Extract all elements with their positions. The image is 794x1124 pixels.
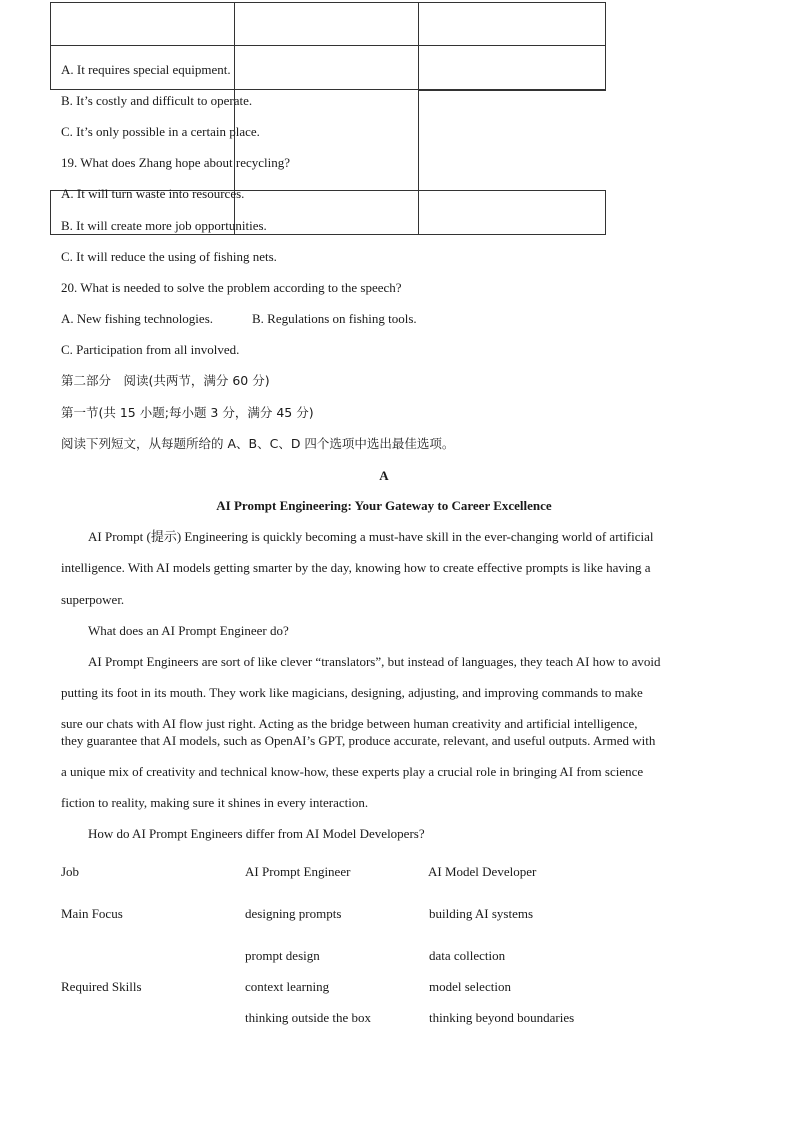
reading-instruction: 阅读下列短文，从每题所给的 A、B、C、D 四个选项中选出最佳选项。 [61,436,455,451]
q20-option-c: C. Participation from all involved. [61,342,240,357]
paragraph-2-line-5: a unique mix of creativity and technical know-how, these experts play a crucial role in bringing AI from science [61,764,644,779]
table-header-engineer: AI Prompt Engineer [245,864,351,879]
engineer-skill-2: context learning [245,979,330,994]
q18-option-c: C. It’s only possible in a certain place. [61,124,260,139]
q19-option-a: A. It will turn waste into resources. [61,186,245,201]
row-label-main-focus: Main Focus [61,906,123,921]
paragraph-2-line-3: sure our chats with AI flow just right. Acting as the bridge between human creativity and artificial intelligence, [61,716,638,731]
engineer-main-focus: designing prompts [245,906,342,921]
section-question-2: How do AI Prompt Engineers differ from AI Model Developers? [88,826,425,841]
engineer-skill-1: prompt design [245,948,320,963]
engineer-skill-3: thinking outside the box [245,1010,372,1025]
table-header-developer: AI Model Developer [428,864,537,879]
q19-option-c: C. It will reduce the using of fishing nets. [61,249,277,264]
paragraph-2-line-6: fiction to reality, making sure it shines in every interaction. [61,795,369,810]
q18-option-a: A. It requires special equipment. [61,62,231,77]
grid-col-2 [418,2,419,235]
paragraph-1-line-2: intelligence. With AI models getting smarter by the day, knowing how to create effective prompts is like having a [61,560,651,575]
developer-main-focus: building AI systems [429,906,534,921]
q20-option-a: A. New fishing technologies. [61,311,214,326]
q19-question: 19. What does Zhang hope about recycling? [61,155,290,170]
row-label-required-skills: Required Skills [61,979,142,994]
developer-skill-2: model selection [429,979,511,994]
paragraph-1-line-3: superpower. [61,592,125,607]
q18-option-b: B. It’s costly and difficult to operate. [61,93,253,108]
paragraph-2-line-2: putting its foot in its mouth. They work like magicians, designing, adjusting, and improving commands to make [61,685,643,700]
grid-col-3 [418,90,606,91]
part-two-heading: 第二部分 阅读(共两节，满分 60 分) [61,373,270,388]
grid-row-1 [50,2,606,46]
passage-letter: A [379,468,389,483]
developer-skill-1: data collection [429,948,506,963]
section-one-heading: 第一节(共 15 小题;每小题 3 分，满分 45 分) [61,405,314,420]
passage-title: AI Prompt Engineering: Your Gateway to Career Excellence [216,498,552,513]
q20-question: 20. What is needed to solve the problem according to the speech? [61,280,402,295]
paragraph-1-line-1: AI Prompt (提示) Engineering is quickly becoming a must-have skill in the ever-changing world of artificial [88,529,654,544]
paragraph-2-line-4: they guarantee that AI models, such as OpenAI’s GPT, produce accurate, relevant, and useful outputs. Armed with [61,733,656,748]
q20-option-b: B. Regulations on fishing tools. [252,311,417,326]
table-header-job: Job [61,864,80,879]
developer-skill-3: thinking beyond boundaries [429,1010,575,1025]
section-question-1: What does an AI Prompt Engineer do? [88,623,289,638]
paragraph-2-line-1: AI Prompt Engineers are sort of like clever “translators”, but instead of languages, they teach AI how to avoid [88,654,661,669]
q19-option-b: B. It will create more job opportunities. [61,218,267,233]
